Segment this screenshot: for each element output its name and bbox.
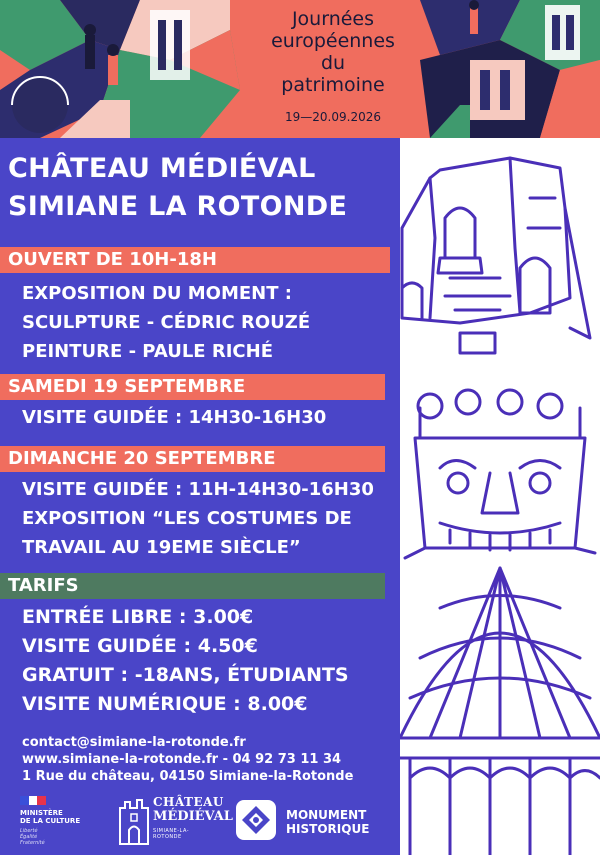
monument-historique-icon (236, 800, 276, 840)
footer-logos (0, 790, 400, 855)
chateau-logo-line1: CHÂTEAU (153, 795, 224, 809)
french-flag-icon (20, 796, 46, 805)
title-line: SIMIANE LA ROTONDE (8, 191, 348, 222)
tarif-item: ENTRÉE LIBRE : 3.00€ (22, 606, 254, 628)
contact-info (22, 734, 353, 785)
tarif-item: VISITE NUMÉRIQUE : 8.00€ (22, 693, 308, 715)
castle-icon (117, 796, 151, 846)
contact-address: 1 Rue du château, 04150 Simiane-la-Rotonde (22, 769, 354, 784)
event-dates: 19—20.09.2026 (285, 110, 381, 124)
sunday-details (22, 475, 374, 562)
contact-web-phone[interactable]: www.simiane-la-rotonde.fr - 04 92 73 11 34 (22, 752, 342, 767)
chateau-medieval-logo (115, 794, 233, 852)
motto-line: Égalité (20, 834, 38, 840)
ministere-line: MINISTÈRE (20, 809, 63, 817)
saturday-line: VISITE GUIDÉE : 14H30-16H30 (22, 407, 327, 428)
ministere-line: DE LA CULTURE (20, 817, 81, 825)
event-title-line: du (320, 52, 346, 74)
sunday-line: EXPOSITION “LES COSTUMES DE (22, 508, 352, 529)
tarif-item: VISITE GUIDÉE : 4.50€ (22, 635, 258, 657)
hours-line: PEINTURE - PAULE RICHÉ (22, 341, 273, 362)
hours-details (22, 279, 310, 366)
sunday-heading: DIMANCHE 20 SEPTEMBRE (0, 446, 385, 472)
tarif-item: GRATUIT : -18ANS, ÉTUDIANTS (22, 664, 349, 686)
motto-line: Liberté (20, 828, 38, 834)
chateau-illustration (400, 138, 600, 855)
sunday-line: TRAVAIL AU 19EME SIÈCLE” (22, 537, 301, 558)
monument-line: HISTORIQUE (286, 822, 370, 836)
ministere-logo (20, 796, 105, 846)
hours-heading: OUVERT DE 10H-18H (0, 247, 390, 273)
tarifs-list (22, 603, 349, 719)
event-banner (0, 0, 600, 138)
contact-email[interactable]: contact@simiane-la-rotonde.fr (22, 735, 246, 750)
event-title (258, 8, 408, 96)
event-title-line: patrimoine (281, 74, 385, 96)
monument-historique-logo (232, 798, 392, 846)
title-line: CHÂTEAU MÉDIÉVAL (8, 153, 316, 184)
page-title (8, 150, 398, 226)
event-title-line: Journées (291, 8, 375, 30)
saturday-details (22, 403, 326, 432)
hours-line: EXPOSITION DU MOMENT : (22, 283, 292, 304)
sunday-line: VISITE GUIDÉE : 11H-14H30-16H30 (22, 479, 374, 500)
motto-line: Fraternité (20, 840, 45, 846)
hours-line: SCULPTURE - CÉDRIC ROUZÉ (22, 312, 311, 333)
chateau-logo-line3: SIMIANE-LA-ROTONDE (153, 828, 190, 840)
ministere-motto (20, 828, 105, 846)
chateau-logo-line2: MÉDIÉVAL (153, 809, 233, 824)
ministere-name (20, 809, 105, 825)
monument-line: MONUMENT (286, 808, 367, 822)
tarifs-heading: TARIFS (0, 573, 385, 599)
saturday-heading: SAMEDI 19 SEPTEMBRE (0, 374, 385, 400)
event-title-line: européennes (271, 30, 395, 52)
